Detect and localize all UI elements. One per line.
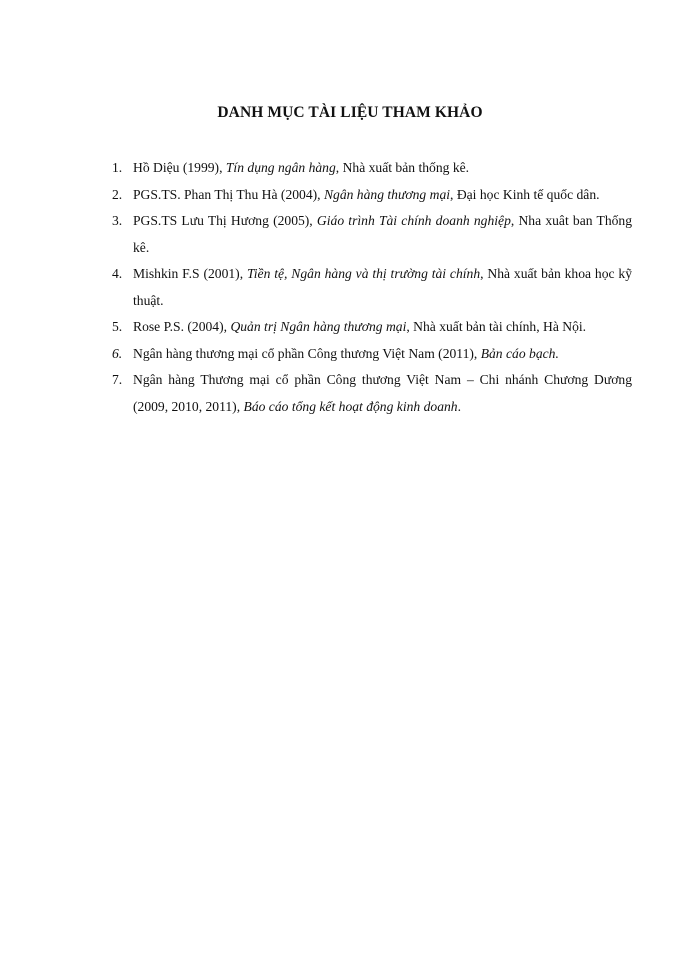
reference-number: 1.	[112, 160, 123, 175]
reference-number: 6.	[112, 345, 123, 361]
reference-author-year: Rose P.S. (2004),	[133, 319, 231, 334]
reference-author-year: PGS.TS Lưu Thị Hương (2005),	[133, 213, 317, 228]
reference-publisher: , Nhà xuất bản thống kê.	[335, 160, 470, 175]
reference-number: 3.	[112, 213, 123, 228]
reference-author-year: Ngân hàng Thương mại cổ phần Công thương Việt Nam – Chi nhánh Chương Dương (2009, 2010, 2011),	[133, 372, 632, 414]
page-title: DANH MỤC TÀI LIỆU THAM KHẢO	[217, 104, 483, 121]
reference-item	[112, 341, 632, 368]
reference-number: 7.	[112, 372, 123, 387]
reference-publisher: .	[457, 398, 461, 414]
reference-list	[112, 155, 632, 420]
reference-publisher: , Đại học Kinh tế quốc dân.	[450, 186, 600, 202]
reference-item	[112, 367, 632, 420]
reference-title: Tiền tệ, Ngân hàng và thị trường tài chính	[246, 266, 481, 281]
reference-title: Bản cáo bạch.	[480, 345, 559, 361]
reference-number: 4.	[112, 266, 123, 281]
reference-item	[112, 261, 632, 314]
reference-publisher: , Nhà xuất bản khoa học kỹ thuật.	[133, 266, 632, 308]
reference-title: Tín dụng ngân hàng	[225, 160, 336, 175]
reference-number: 5.	[112, 319, 123, 334]
reference-title: Ngân hàng thương mại	[323, 186, 451, 202]
reference-title: Quản trị Ngân hàng thương mại	[230, 319, 407, 334]
reference-author-year: Ngân hàng thương mại cổ phần Công thương Việt Nam (2011),	[133, 345, 481, 361]
reference-publisher: , Nha xuât ban Thống kê.	[133, 213, 633, 255]
reference-author-year: Mishkin F.S (2001),	[133, 266, 247, 281]
reference-item	[112, 208, 632, 261]
reference-title: Báo cáo tổng kết hoạt động kinh doanh	[243, 398, 458, 414]
reference-item	[112, 155, 632, 182]
reference-item	[112, 182, 632, 209]
reference-number: 2.	[112, 186, 123, 202]
reference-author-year: PGS.TS. Phan Thị Thu Hà (2004),	[133, 186, 324, 202]
reference-publisher: , Nhà xuất bản tài chính, Hà Nội.	[406, 319, 587, 334]
reference-title: Giáo trình Tài chính doanh nghiệp	[316, 213, 511, 228]
reference-author-year: Hồ Diệu (1999),	[133, 160, 226, 175]
reference-item	[112, 314, 632, 341]
